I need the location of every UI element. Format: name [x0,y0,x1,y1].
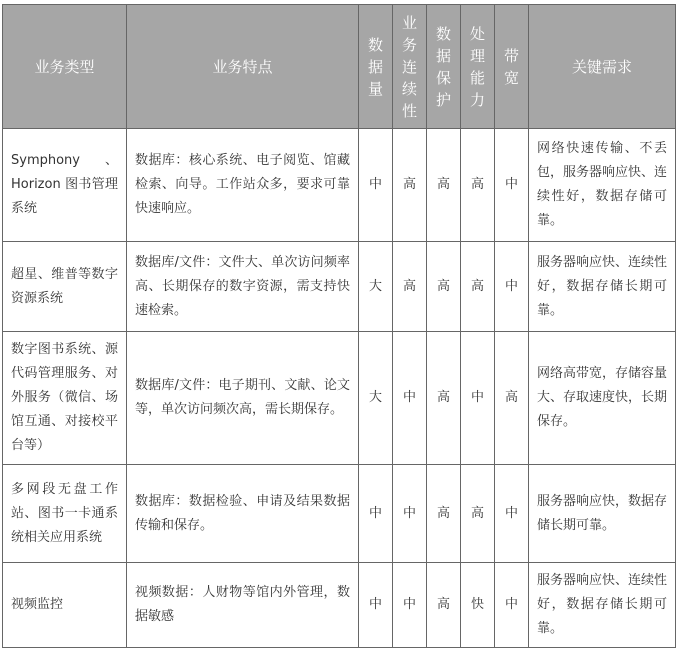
cell-data-volume: 大 [359,332,393,465]
cell-business-features: 数据库：数据检验、申请及结果数据传输和保存。 [127,465,359,563]
cell-processing: 中 [461,332,495,465]
header-row [3,5,676,129]
cell-processing: 高 [461,465,495,563]
cell-bandwidth: 中 [495,563,529,648]
requirements-table [2,4,676,648]
header-data-protection: 数据保护 [427,5,461,129]
table-row [3,242,676,332]
cell-business-features: 数据库/文件：文件大、单次访问频率高、长期保存的数字资源，需支持快速检索。 [127,242,359,332]
cell-data-protection: 高 [427,129,461,242]
header-business-type: 业务类型 [3,5,127,129]
cell-data-volume: 大 [359,242,393,332]
cell-continuity: 中 [393,465,427,563]
cell-bandwidth: 高 [495,332,529,465]
cell-data-volume: 中 [359,129,393,242]
cell-business-type: 超星、维普等数字资源系统 [3,242,127,332]
table-row [3,465,676,563]
cell-processing: 高 [461,129,495,242]
cell-processing: 高 [461,242,495,332]
cell-bandwidth: 中 [495,129,529,242]
cell-key-requirements: 网络快速传输、不丢包，服务器响应快、连续性好，数据存储可靠。 [529,129,676,242]
cell-continuity: 高 [393,129,427,242]
header-bandwidth: 带宽 [495,5,529,129]
cell-bandwidth: 中 [495,242,529,332]
cell-key-requirements: 网络高带宽，存储容量大、存取速度快，长期保存。 [529,332,676,465]
cell-bandwidth: 中 [495,465,529,563]
cell-business-features: 视频数据：人财物等馆内外管理，数据敏感 [127,563,359,648]
cell-continuity: 中 [393,563,427,648]
cell-business-type: 视频监控 [3,563,127,648]
cell-data-protection: 高 [427,332,461,465]
table-row [3,332,676,465]
cell-data-volume: 中 [359,465,393,563]
header-continuity: 业务连续性 [393,5,427,129]
header-key-requirements: 关键需求 [529,5,676,129]
cell-continuity: 高 [393,242,427,332]
cell-business-features: 数据库/文件：电子期刊、文献、论文等，单次访问频次高，需长期保存。 [127,332,359,465]
cell-business-features: 数据库：核心系统、电子阅览、馆藏检索、向导。工作站众多，要求可靠快速响应。 [127,129,359,242]
cell-processing: 快 [461,563,495,648]
cell-business-type: Symphony 、Horizon 图书管理系统 [3,129,127,242]
cell-data-volume: 中 [359,563,393,648]
cell-key-requirements: 服务器响应快、连续性好，数据存储长期可靠。 [529,563,676,648]
table-row [3,129,676,242]
header-data-volume: 数据量 [359,5,393,129]
table-row [3,563,676,648]
header-business-features: 业务特点 [127,5,359,129]
cell-key-requirements: 服务器响应快、连续性好，数据存储长期可靠。 [529,242,676,332]
cell-business-type: 多网段无盘工作站、图书一卡通系统相关应用系统 [3,465,127,563]
cell-data-protection: 高 [427,465,461,563]
cell-data-protection: 高 [427,242,461,332]
header-processing: 处理能力 [461,5,495,129]
cell-continuity: 中 [393,332,427,465]
cell-key-requirements: 服务器响应快，数据存储长期可靠。 [529,465,676,563]
cell-data-protection: 高 [427,563,461,648]
cell-business-type: 数字图书系统、源代码管理服务、对外服务（微信、场馆互通、对接校平台等） [3,332,127,465]
